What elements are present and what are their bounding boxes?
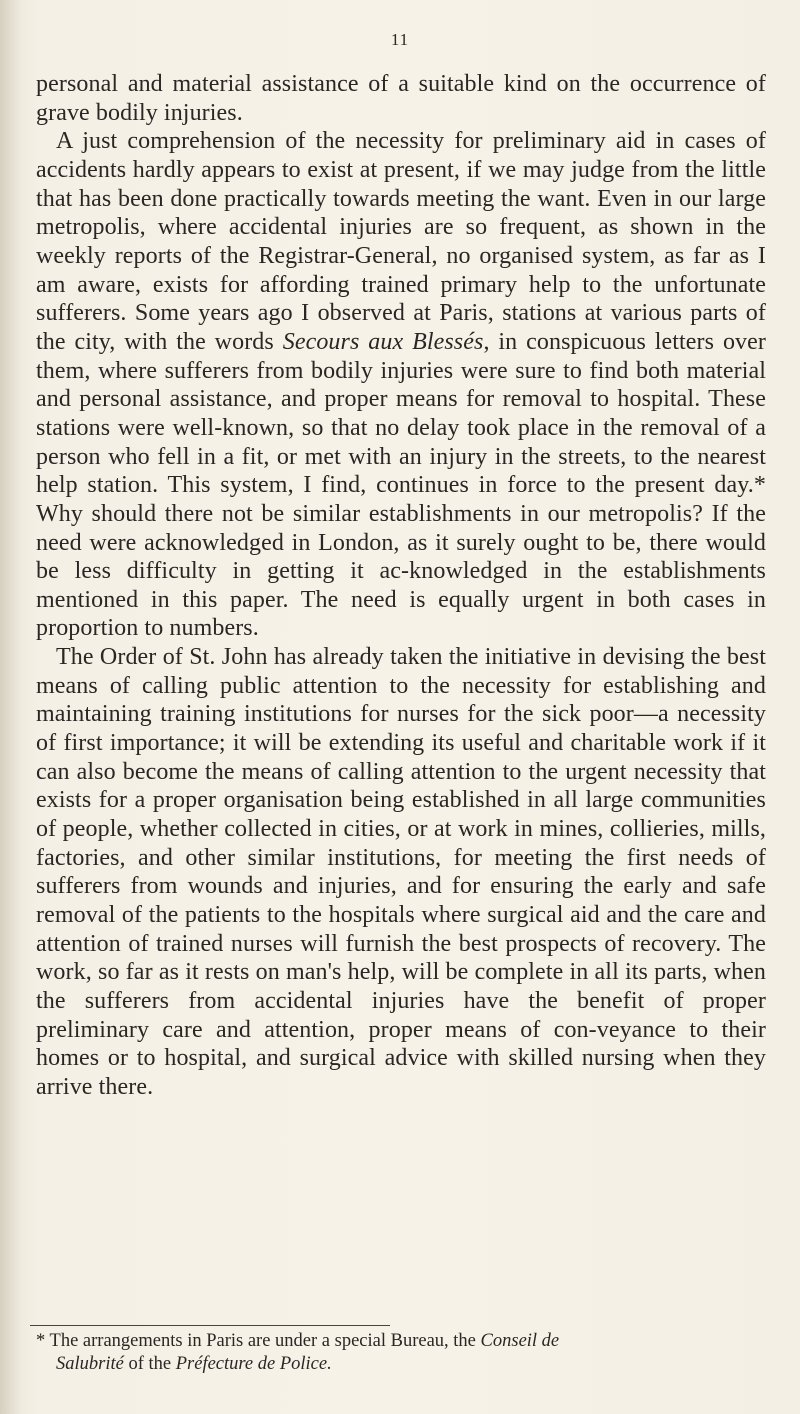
body-text [36,70,766,1102]
text-run: personal and material assistance of a suitable kind on the occurrence of grave bodily injuries. [36,71,766,126]
footnote-italic-2: Salubrité [56,1354,124,1374]
footnote-italic-1: Conseil de [480,1331,560,1351]
footnote-rule [30,1325,390,1326]
footnote-line-2 [36,1353,766,1376]
footnote-text-1: The arrangements in Paris are under a special Bureau, the [49,1331,481,1351]
text-run: A just comprehension of the necessity for preliminary aid in cases of accidents hardly appears to exist at present, if we may judge from the little that has been done practically towards meeting the want. Even in our large metropolis, where accidental injuries are so frequent, as shown in the weekly reports of the Registrar-General, no organised system, as far as I am aware, exists for affording trained primary help to the unfortunate sufferers. Some years ago I observed at Paris, stations at various parts of the city, with the words [36,128,766,355]
paragraph-1 [36,70,766,127]
footnote [36,1330,766,1376]
footnote-italic-3: Préfecture de Police. [175,1354,332,1374]
text-run: The Order of St. John has already taken the initiative in devising the best means of calling public attention to the necessity for establishing and maintaining training institutions for nurses for the sick poor—a necessity of first importance; it will be extending its useful and charitable work if it can also become the means of calling attention to the urgent necessity that exists for a proper organisation being established in all large communities of people, whether collected in cities, or at work in mines, collieries, mills, factories, and other similar institutions, for meeting the first needs of sufferers from wounds and injuries, and for ensuring the early and safe removal of the patients to the hospitals where surgical aid and the care and attention of trained nurses will furnish the best prospects of recovery. The work, so far as it rests on man's help, will be complete in all its parts, when the sufferers from accidental injuries have the benefit of proper preliminary care and attention, proper means of con-veyance to their homes or to hospital, and surgical advice with skilled nursing when they arrive there. [36,644,766,1100]
text-run: , in conspicuous letters over them, where sufferers from bodily injuries were sure to find both material and personal assistance, and proper means for removal to hospital. These stations were well-known, so that no delay took place in the removal of a person who fell in a fit, or met with an injury in the streets, to the nearest help station. This system, I find, continues in force to the present day.* Why should there not be similar establishments in our metropolis? If the need were acknowledged in London, as it surely ought to be, there would be less difficulty in getting it ac-knowledged in the establishments mentioned in this paper. The need is equally urgent in both cases in proportion to numbers. [36,328,766,642]
italic-phrase: Secours aux Blessés [282,328,484,355]
gutter-shadow [0,0,22,1414]
paragraph-3 [36,643,766,1102]
paragraph-2 [36,127,766,643]
footnote-text-2: of the [123,1354,176,1374]
footnote-marker: * [36,1331,46,1351]
page-number: 11 [390,30,410,49]
